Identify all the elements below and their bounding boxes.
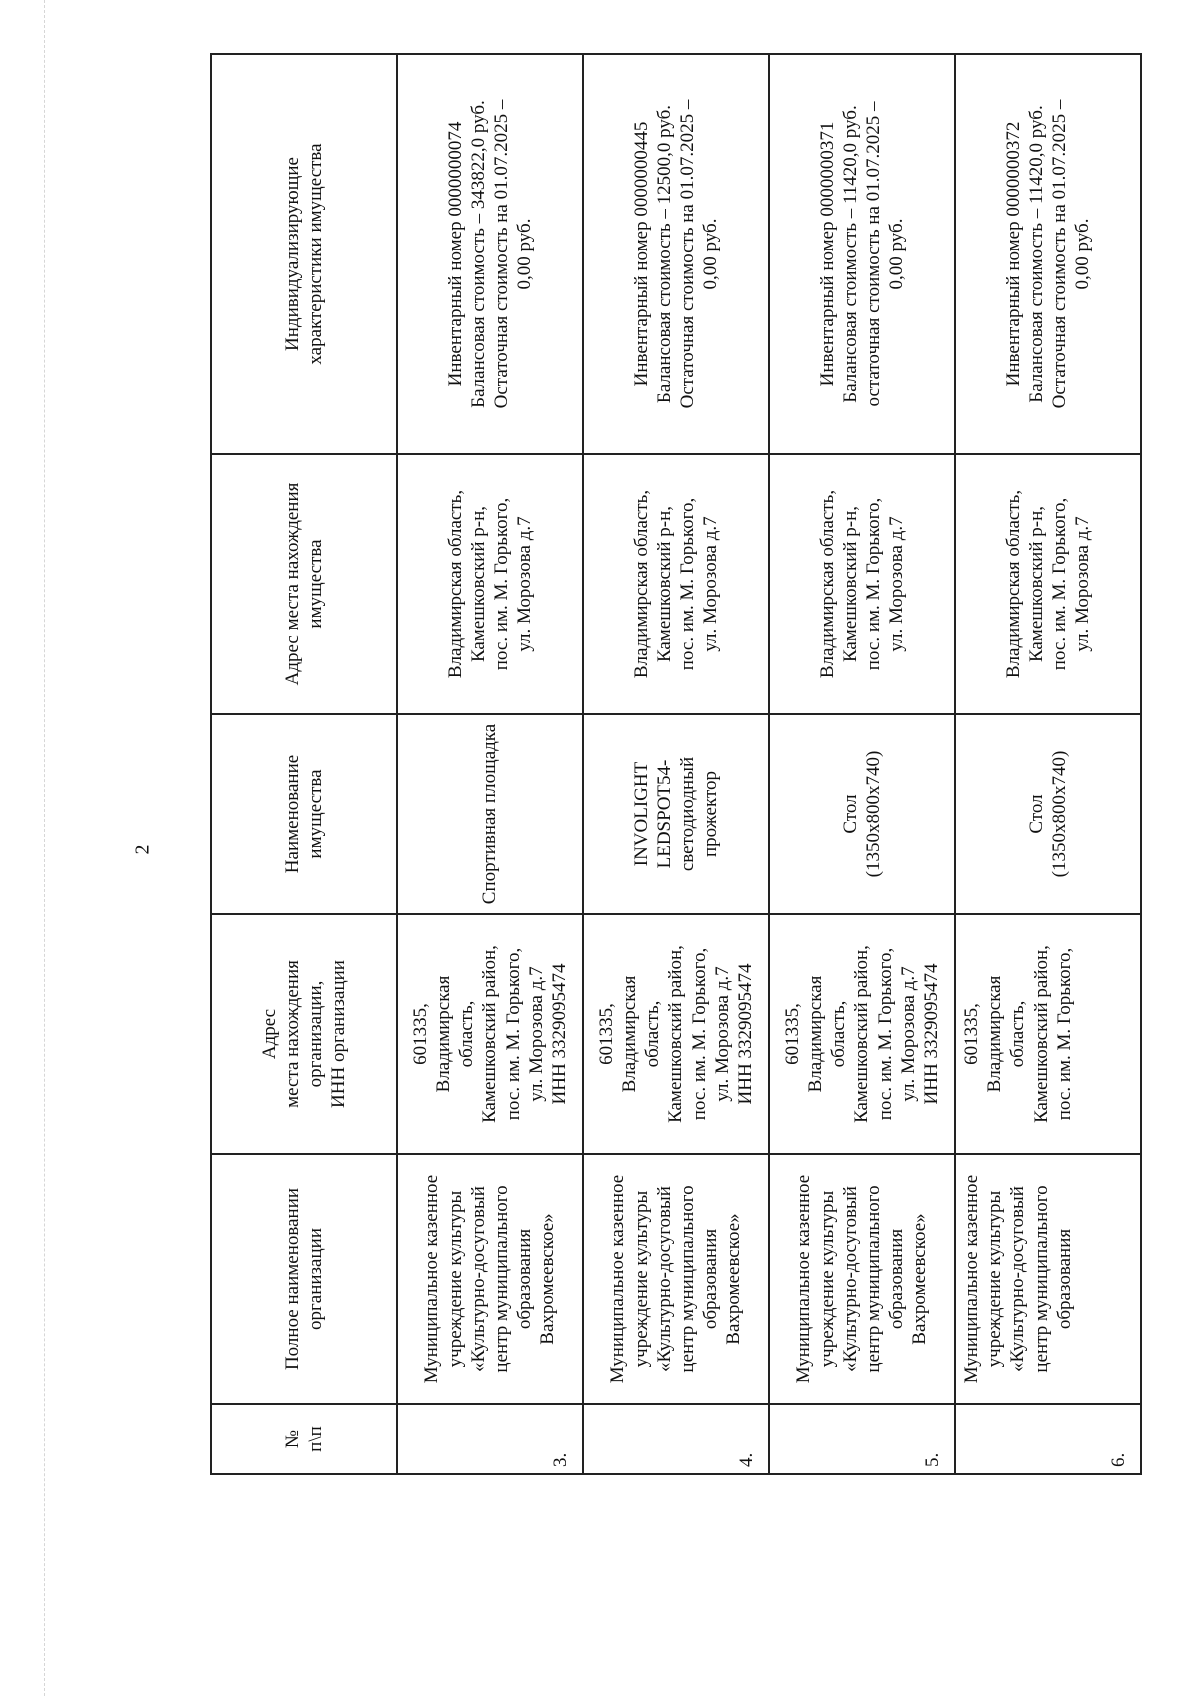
table-row bbox=[583, 54, 769, 1474]
table-row bbox=[769, 54, 955, 1474]
row-org-address: 601335, Владимирская область, Камешковский район, пос. им. М. Горького, bbox=[955, 914, 1141, 1154]
row-property-name: Спортивная площадка bbox=[397, 714, 583, 914]
row-property-address: Владимирская область, Камешковский р-н, пос. им. М. Горького, ул. Морозова д.7 bbox=[397, 454, 583, 714]
page-number: 2 bbox=[131, 844, 154, 855]
table-row bbox=[397, 54, 583, 1474]
row-characteristics: Инвентарный номер 0000000074 Балансовая стоимость – 343822,0 руб. Остаточная стоимость на 01.07.2025 – 0,00 руб. bbox=[397, 54, 583, 454]
row-org-name: Муниципальное казенное учреждение культуры «Культурно-досуговый центр муниципального образования Вахромеевское» bbox=[583, 1154, 769, 1404]
table-row bbox=[955, 54, 1141, 1474]
row-org-address: 601335, Владимирская область, Камешковский район, пос. им. М. Горького, ул. Морозова д.7 ИНН 3329095474 bbox=[583, 914, 769, 1154]
row-org-address: 601335, Владимирская область, Камешковский район, пос. им. М. Горького, ул. Морозова д.7 ИНН 3329095474 bbox=[769, 914, 955, 1154]
row-characteristics: Инвентарный номер 0000000371 Балансовая стоимость – 11420,0 руб. остаточная стоимость на 01.07.2025 – 0,00 руб. bbox=[769, 54, 955, 454]
row-org-address: 601335, Владимирская область, Камешковский район, пос. им. М. Горького, ул. Морозова д.7 ИНН 3329095474 bbox=[397, 914, 583, 1154]
header-org-address: Адрес места нахождения организации, ИНН организации bbox=[211, 914, 397, 1154]
row-num: 6. bbox=[955, 1404, 1141, 1474]
property-table bbox=[210, 53, 1142, 1475]
row-property-address: Владимирская область, Камешковский р-н, пос. им. М. Горького, ул. Морозова д.7 bbox=[769, 454, 955, 714]
row-property-address: Владимирская область, Камешковский р-н, пос. им. М. Горького, ул. Морозова д.7 bbox=[583, 454, 769, 714]
header-org-name: Полное наименовании организации bbox=[211, 1154, 397, 1404]
rotated-page-content bbox=[210, 55, 1129, 1475]
row-characteristics: Инвентарный номер 0000000445 Балансовая стоимость – 12500,0 руб. Остаточная стоимость на 01.07.2025 – 0,00 руб. bbox=[583, 54, 769, 454]
row-num: 3. bbox=[397, 1404, 583, 1474]
row-property-name: Стол (1350х800х740) bbox=[769, 714, 955, 914]
row-num: 4. bbox=[583, 1404, 769, 1474]
row-property-name: Стол (1350х800х740) bbox=[955, 714, 1141, 914]
header-property-address: Адрес места нахождения имущества bbox=[211, 454, 397, 714]
row-property-name: INVOLIGHT LEDSPOT54- светодиодный прожектор bbox=[583, 714, 769, 914]
header-characteristics: Индивидуализирующие характеристики имущества bbox=[211, 54, 397, 454]
scan-edge-line bbox=[44, 0, 45, 1696]
row-org-name: Муниципальное казенное учреждение культуры «Культурно-досуговый центр муниципального образования bbox=[955, 1154, 1141, 1404]
header-property-name: Наименование имущества bbox=[211, 714, 397, 914]
row-org-name: Муниципальное казенное учреждение культуры «Культурно-досуговый центр муниципального образования Вахромеевское» bbox=[769, 1154, 955, 1404]
row-org-name: Муниципальное казенное учреждение культуры «Культурно-досуговый центр муниципального образования Вахромеевское» bbox=[397, 1154, 583, 1404]
row-characteristics: Инвентарный номер 0000000372 Балансовая стоимость – 11420,0 руб. Остаточная стоимость на 01.07.2025 – 0,00 руб. bbox=[955, 54, 1141, 454]
header-num: № п\п bbox=[211, 1404, 397, 1474]
row-num: 5. bbox=[769, 1404, 955, 1474]
row-property-address: Владимирская область, Камешковский р-н, пос. им. М. Горького, ул. Морозова д.7 bbox=[955, 454, 1141, 714]
header-row bbox=[211, 54, 397, 1474]
